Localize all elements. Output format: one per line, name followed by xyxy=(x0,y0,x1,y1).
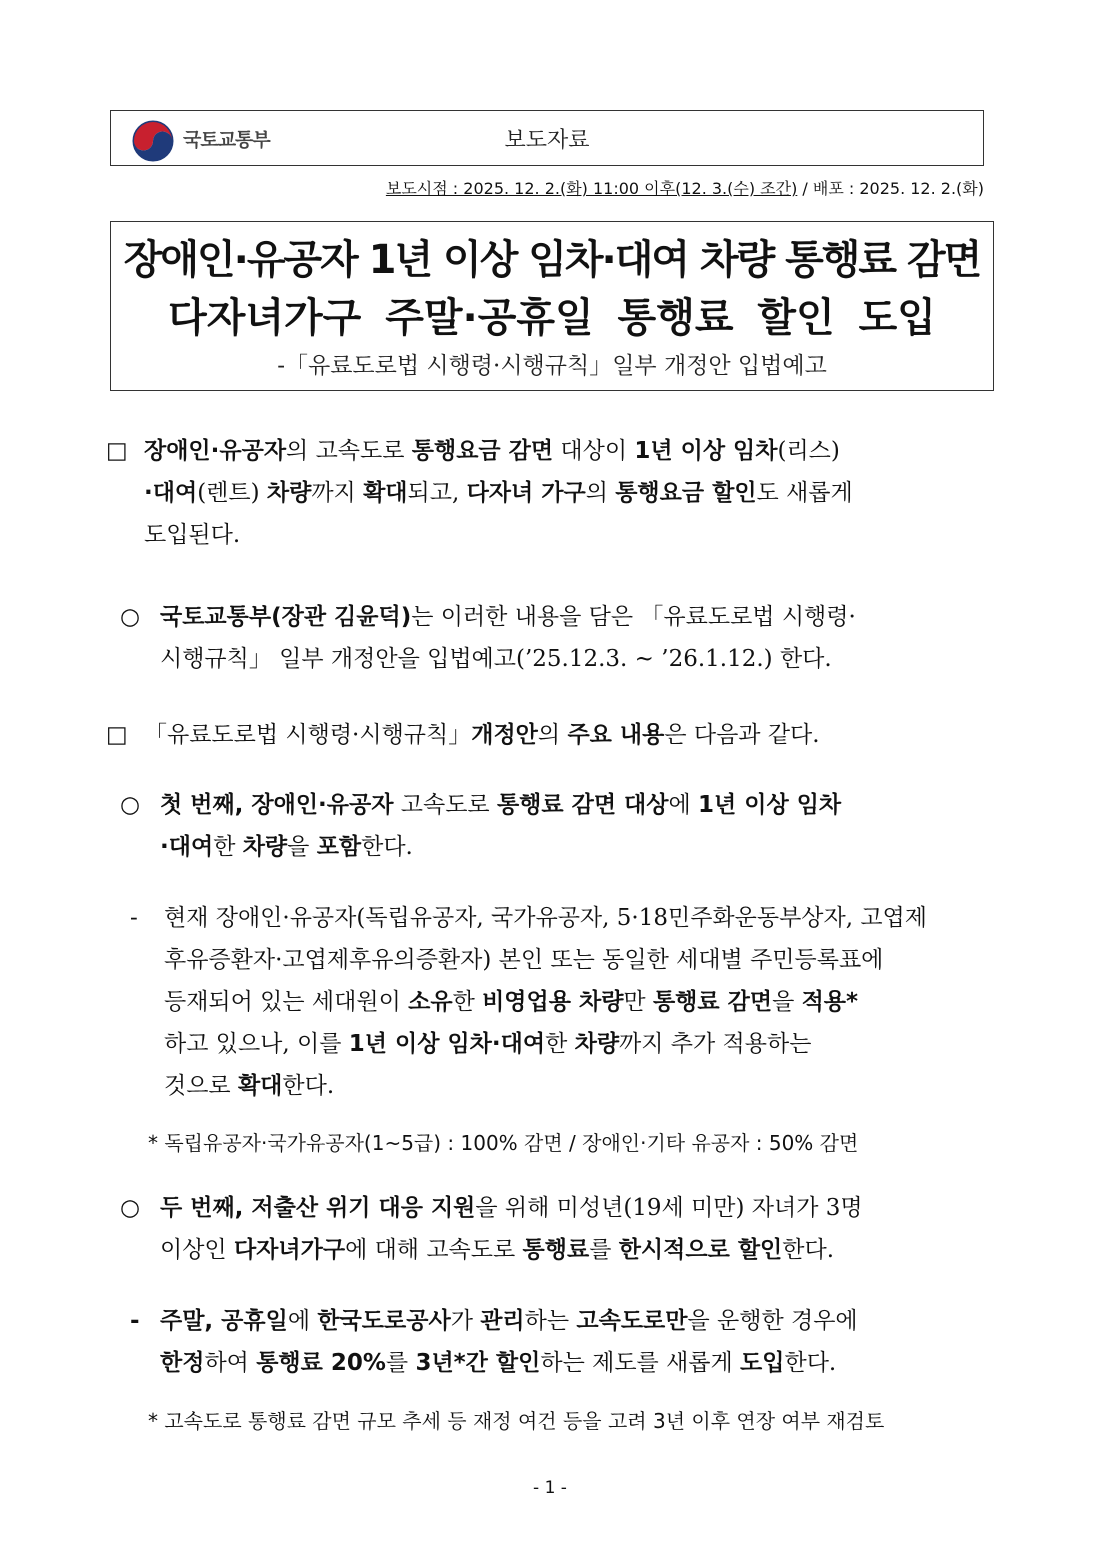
paragraph-7: - 주말, 공휴일에 한국도로공사가 관리하는 고속도로만을 운행한 경우에 한정하여 통행료 20%를 3년*간 할인하는 제도를 새롭게 도입한다. xyxy=(130,1300,996,1384)
doc-type-title: 보도자료 xyxy=(504,128,590,153)
footnote-2: * 고속도로 통행료 감면 규모 추세 등 재정 여건 등을 고려 3년 이후 연장 여부 재검토 xyxy=(148,1409,885,1433)
headline-line-2: 다자녀가구 주말·공휴일 통행료 할인 도입 xyxy=(168,295,936,341)
dash-bullet: - xyxy=(130,1308,140,1334)
logo-text: 국토교통부 xyxy=(183,129,270,151)
distribution-date: 배포 : 2025. 12. 2.(화) xyxy=(812,179,984,198)
dash-bullet: - xyxy=(130,905,138,931)
circle-bullet: ○ xyxy=(120,1195,141,1221)
header-box xyxy=(110,110,984,166)
square-bullet: □ xyxy=(106,438,128,464)
headline-box xyxy=(110,221,994,391)
square-bullet: □ xyxy=(106,722,128,748)
headline-line-1: 장애인·유공자 1년 이상 임차·대여 차량 통행료 감면 xyxy=(123,237,981,283)
embargo-time: 보도시점 : 2025. 12. 2.(화) 11:00 이후(12. 3.(수) 조간) xyxy=(385,179,798,198)
paragraph-1: □ 장애인·유공자의 고속도로 통행요금 감면 대상이 1년 이상 임차(리스) ·대여(렌트) 차량까지 확대되고, 다자녀 가구의 통행요금 할인도 새롭게 도입된다. xyxy=(106,430,996,556)
paragraph-5: - 현재 장애인·유공자(독립유공자, 국가유공자, 5·18민주화운동부상자, 고엽제 후유증환자·고엽제후유의증환자) 본인 또는 동일한 세대별 주민등록표에 등재되어 있는 세대원이 소유한 비영업용 차량만 통행료 감면을 적용* 하고 있으나, 이를 1년 이상 임차·대여한 차량까지 추가 적용하는 것으로 확대한다. xyxy=(130,897,996,1107)
paragraph-2: ○ 국토교통부(장관 김윤덕)는 이러한 내용을 담은 「유료도로법 시행령· 시행규칙」 일부 개정안을 입법예고(’25.12.3. ~ ’26.1.12.) 한다. xyxy=(120,596,996,680)
circle-bullet: ○ xyxy=(120,604,141,630)
headline-subtitle: -「유료도로법 시행령·시행규칙」일부 개정안 입법예고 xyxy=(277,353,827,379)
release-separator: / xyxy=(797,179,813,198)
paragraph-3: □ 「유료도로법 시행령·시행규칙」개정안의 주요 내용은 다음과 같다. xyxy=(106,714,996,756)
release-info xyxy=(386,176,984,199)
footnote-1: * 독립유공자·국가유공자(1~5급) : 100% 감면 / 장애인·기타 유공자 : 50% 감면 xyxy=(148,1131,859,1155)
circle-bullet: ○ xyxy=(120,792,141,818)
paragraph-6: ○ 두 번째, 저출산 위기 대응 지원을 위해 미성년(19세 미만) 자녀가 3명 이상인 다자녀가구에 대해 고속도로 통행료를 한시적으로 할인한다. xyxy=(120,1187,996,1271)
paragraph-4: ○ 첫 번째, 장애인·유공자 고속도로 통행료 감면 대상에 1년 이상 임차 ·대여한 차량을 포함한다. xyxy=(120,784,996,868)
page-number: - 1 - xyxy=(533,1478,567,1498)
